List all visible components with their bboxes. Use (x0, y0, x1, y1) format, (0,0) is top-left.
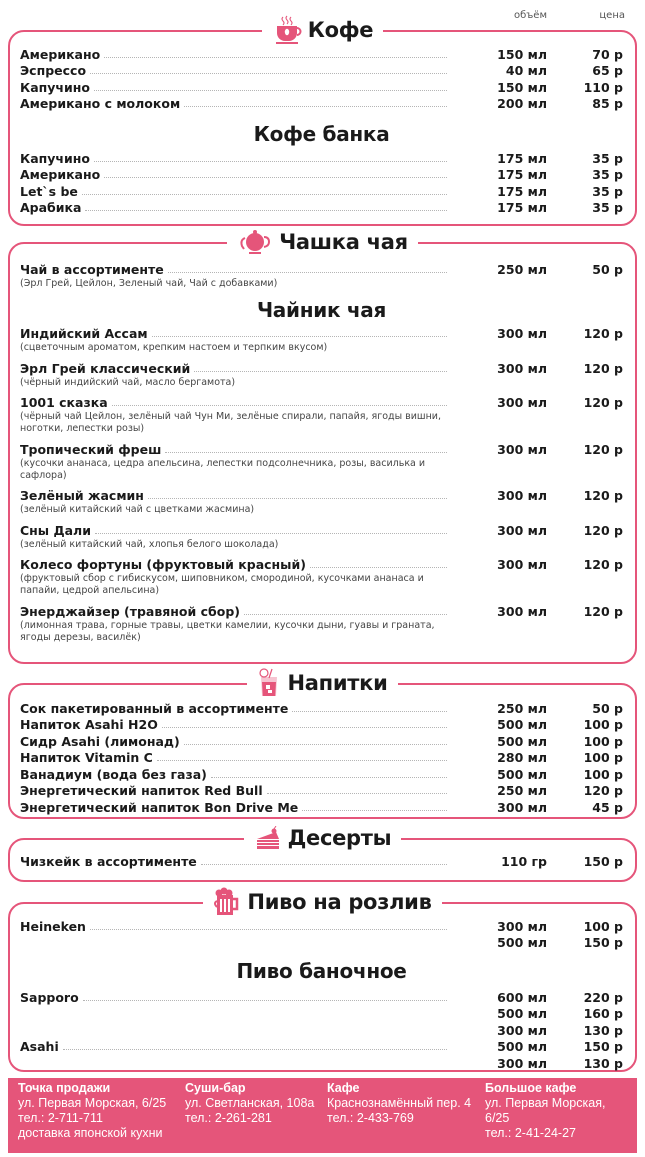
price-column-header: цена (599, 10, 625, 21)
menu-item: Sapporo 600 мл 220 р (20, 989, 623, 1005)
beer-mug-icon (213, 887, 241, 917)
canned-beer-title: Пиво баночное (236, 959, 407, 983)
menu-item: Чай в ассортименте 250 мл 50 р (Эрл Грей, Цейлон, Зеленый чай, Чай с добавками) (20, 261, 623, 289)
coffee-section (8, 18, 637, 226)
tea-header (10, 227, 635, 257)
menu-item: Heineken 300 мл 100 р (20, 918, 623, 934)
menu-item: Сок пакетированный в ассортименте 250 мл 50 р (20, 700, 623, 716)
item-description: (чёрный индийский чай, масло бергамота) (20, 376, 236, 388)
menu-item: Let`s be 175 мл 35 р (20, 183, 623, 199)
menu-item: Ванадиум (вода без газа) 500 мл 100 р (20, 766, 623, 782)
location-cafe: Кафе Краснознамённый пер. 4 тел.: 2-433-769 (327, 1081, 472, 1125)
beer-section (8, 890, 637, 1072)
cocktail-glass-icon (257, 668, 281, 698)
column-headers (0, 10, 645, 24)
drinks-title: Напитки (287, 671, 388, 695)
item-description: (чёрный чай Цейлон, зелёный чай Чун Ми, зелёные спирали, папайя, ягоды вишни, ноготки, лепестки розы) (20, 411, 441, 434)
menu-item: Напиток Asahi H2O 500 мл 100 р (20, 717, 623, 732)
menu-item: Капучино 175 мл 35 р (20, 150, 623, 166)
location-point-of-sale: Точка продажи ул. Первая Морская, 6/25 тел.: 2-711-711 доставка японской кухни (18, 1081, 167, 1140)
item-description: (сцветочным ароматом, крепким настоем и терпким вкусом) (20, 342, 328, 353)
tea-title: Чашка чая (279, 230, 408, 254)
menu-item: Энергетический напиток Bon Drive Me 300 мл 45 р (20, 799, 623, 815)
item-description: (Эрл Грей, Цейлон, Зеленый чай, Чай с добавками) (20, 277, 278, 289)
locations-footer (8, 1078, 637, 1153)
menu-item: Арабика 175 мл 35 р (20, 200, 623, 215)
location-sushi-bar: Суши-бар ул. Светланская, 108а тел.: 2-261-281 (185, 1081, 315, 1125)
item-description: (зелёный китайский чай, хлопья белого шоколада) (20, 538, 279, 550)
menu-item: Эрл Грей классический 300 мл 120 р (чёрный индийский чай, масло бергамота) (20, 360, 623, 388)
menu-item: Asahi 500 мл 150 р (20, 1039, 623, 1054)
menu-item: Капучино 150 мл 110 р (20, 79, 623, 95)
menu-item: Энерджайзер (травяной сбор) 300 мл 120 р (лимонная трава, горные травы, цветки камелии, кусочки дыни, гуавы и граната, ягоды дерезы, василёк) (20, 603, 623, 643)
volume-column-header: объём (513, 10, 547, 21)
menu-item: Сидр Asahi (лимонад) 500 мл 100 р (20, 733, 623, 749)
menu-item: 300 мл 130 р (497, 1055, 623, 1071)
menu-item: Напиток Vitamin C 280 мл 100 р (20, 750, 623, 765)
drinks-section (8, 671, 637, 819)
location-big-cafe: Большое кафе ул. Первая Морская, 6/25 тел.: 2-41-24-27 (485, 1081, 606, 1140)
menu-item: 300 мл 130 р (497, 1022, 623, 1038)
coffee-title: Кофе (307, 18, 374, 42)
item-description: (кусочки ананаса, цедра апельсина, лепестки подсолнечника, розы, василька и сафлора) (20, 457, 426, 481)
item-description: (фруктовый сбор с гибискусом, шиповником, смородиной, кусочками ананаса и папайи, цедрой апельсина) (20, 573, 424, 596)
menu-item: Американо с молоком 200 мл 85 р (20, 96, 623, 111)
menu-item: Индийский Ассам 300 мл 120 р (сцветочным ароматом, крепким настоем и терпким вкусом) (20, 326, 623, 353)
desserts-title: Десерты (287, 826, 392, 850)
beer-header (10, 887, 635, 917)
drinks-header (10, 668, 635, 698)
menu-item: 500 мл 160 р (497, 1006, 623, 1021)
menu-item: Колесо фортуны (фруктовый красный) 300 мл 120 р (фруктовый сбор с гибискусом, шиповником, смородиной, кусочками ананаса и папайи, цедрой апельсина) (20, 557, 623, 596)
menu-item: Американо 150 мл 70 р (20, 46, 623, 62)
menu-item: 1001 сказка 300 мл 120 р (чёрный чай Цейлон, зелёный чай Чун Ми, зелёные спирали, папайя, ягоды вишни, ноготки, лепестки розы) (20, 395, 623, 434)
beer-title: Пиво на розлив (247, 890, 432, 914)
menu-item: Американо 175 мл 35 р (20, 167, 623, 182)
menu-item: Энергетический напиток Red Bull 250 мл 120 р (20, 783, 623, 798)
item-description: (зелёный китайский чай с цветками жасмина) (20, 504, 255, 515)
menu-item: Чизкейк в ассортименте 110 гр 150 р (20, 853, 623, 869)
teapot-icon (237, 228, 273, 256)
teapot-title: Чайник чая (256, 297, 387, 322)
desserts-section (8, 826, 637, 882)
menu-item: 500 мл 150 р (497, 935, 623, 950)
canned-coffee-title: Кофе банка (253, 122, 390, 146)
tea-section (8, 230, 637, 664)
desserts-header (10, 823, 635, 853)
menu-item: Эспрессо 40 мл 65 р (20, 63, 623, 78)
cake-slice-icon (254, 826, 282, 850)
menu-item: Сны Дали 300 мл 120 р (зелёный китайский чай, хлопья белого шоколада) (20, 522, 623, 550)
menu-item: Тропический фреш 300 мл 120 р (кусочки ананаса, цедра апельсина, лепестки подсолнечника, розы, василька и сафлора) (20, 441, 623, 481)
menu-item: Зелёный жасмин 300 мл 120 р (зелёный китайский чай с цветками жасмина) (20, 488, 623, 515)
item-description: (лимонная трава, горные травы, цветки камелии, кусочки дыни, гуавы и граната, ягоды дерезы, василёк) (20, 619, 435, 643)
